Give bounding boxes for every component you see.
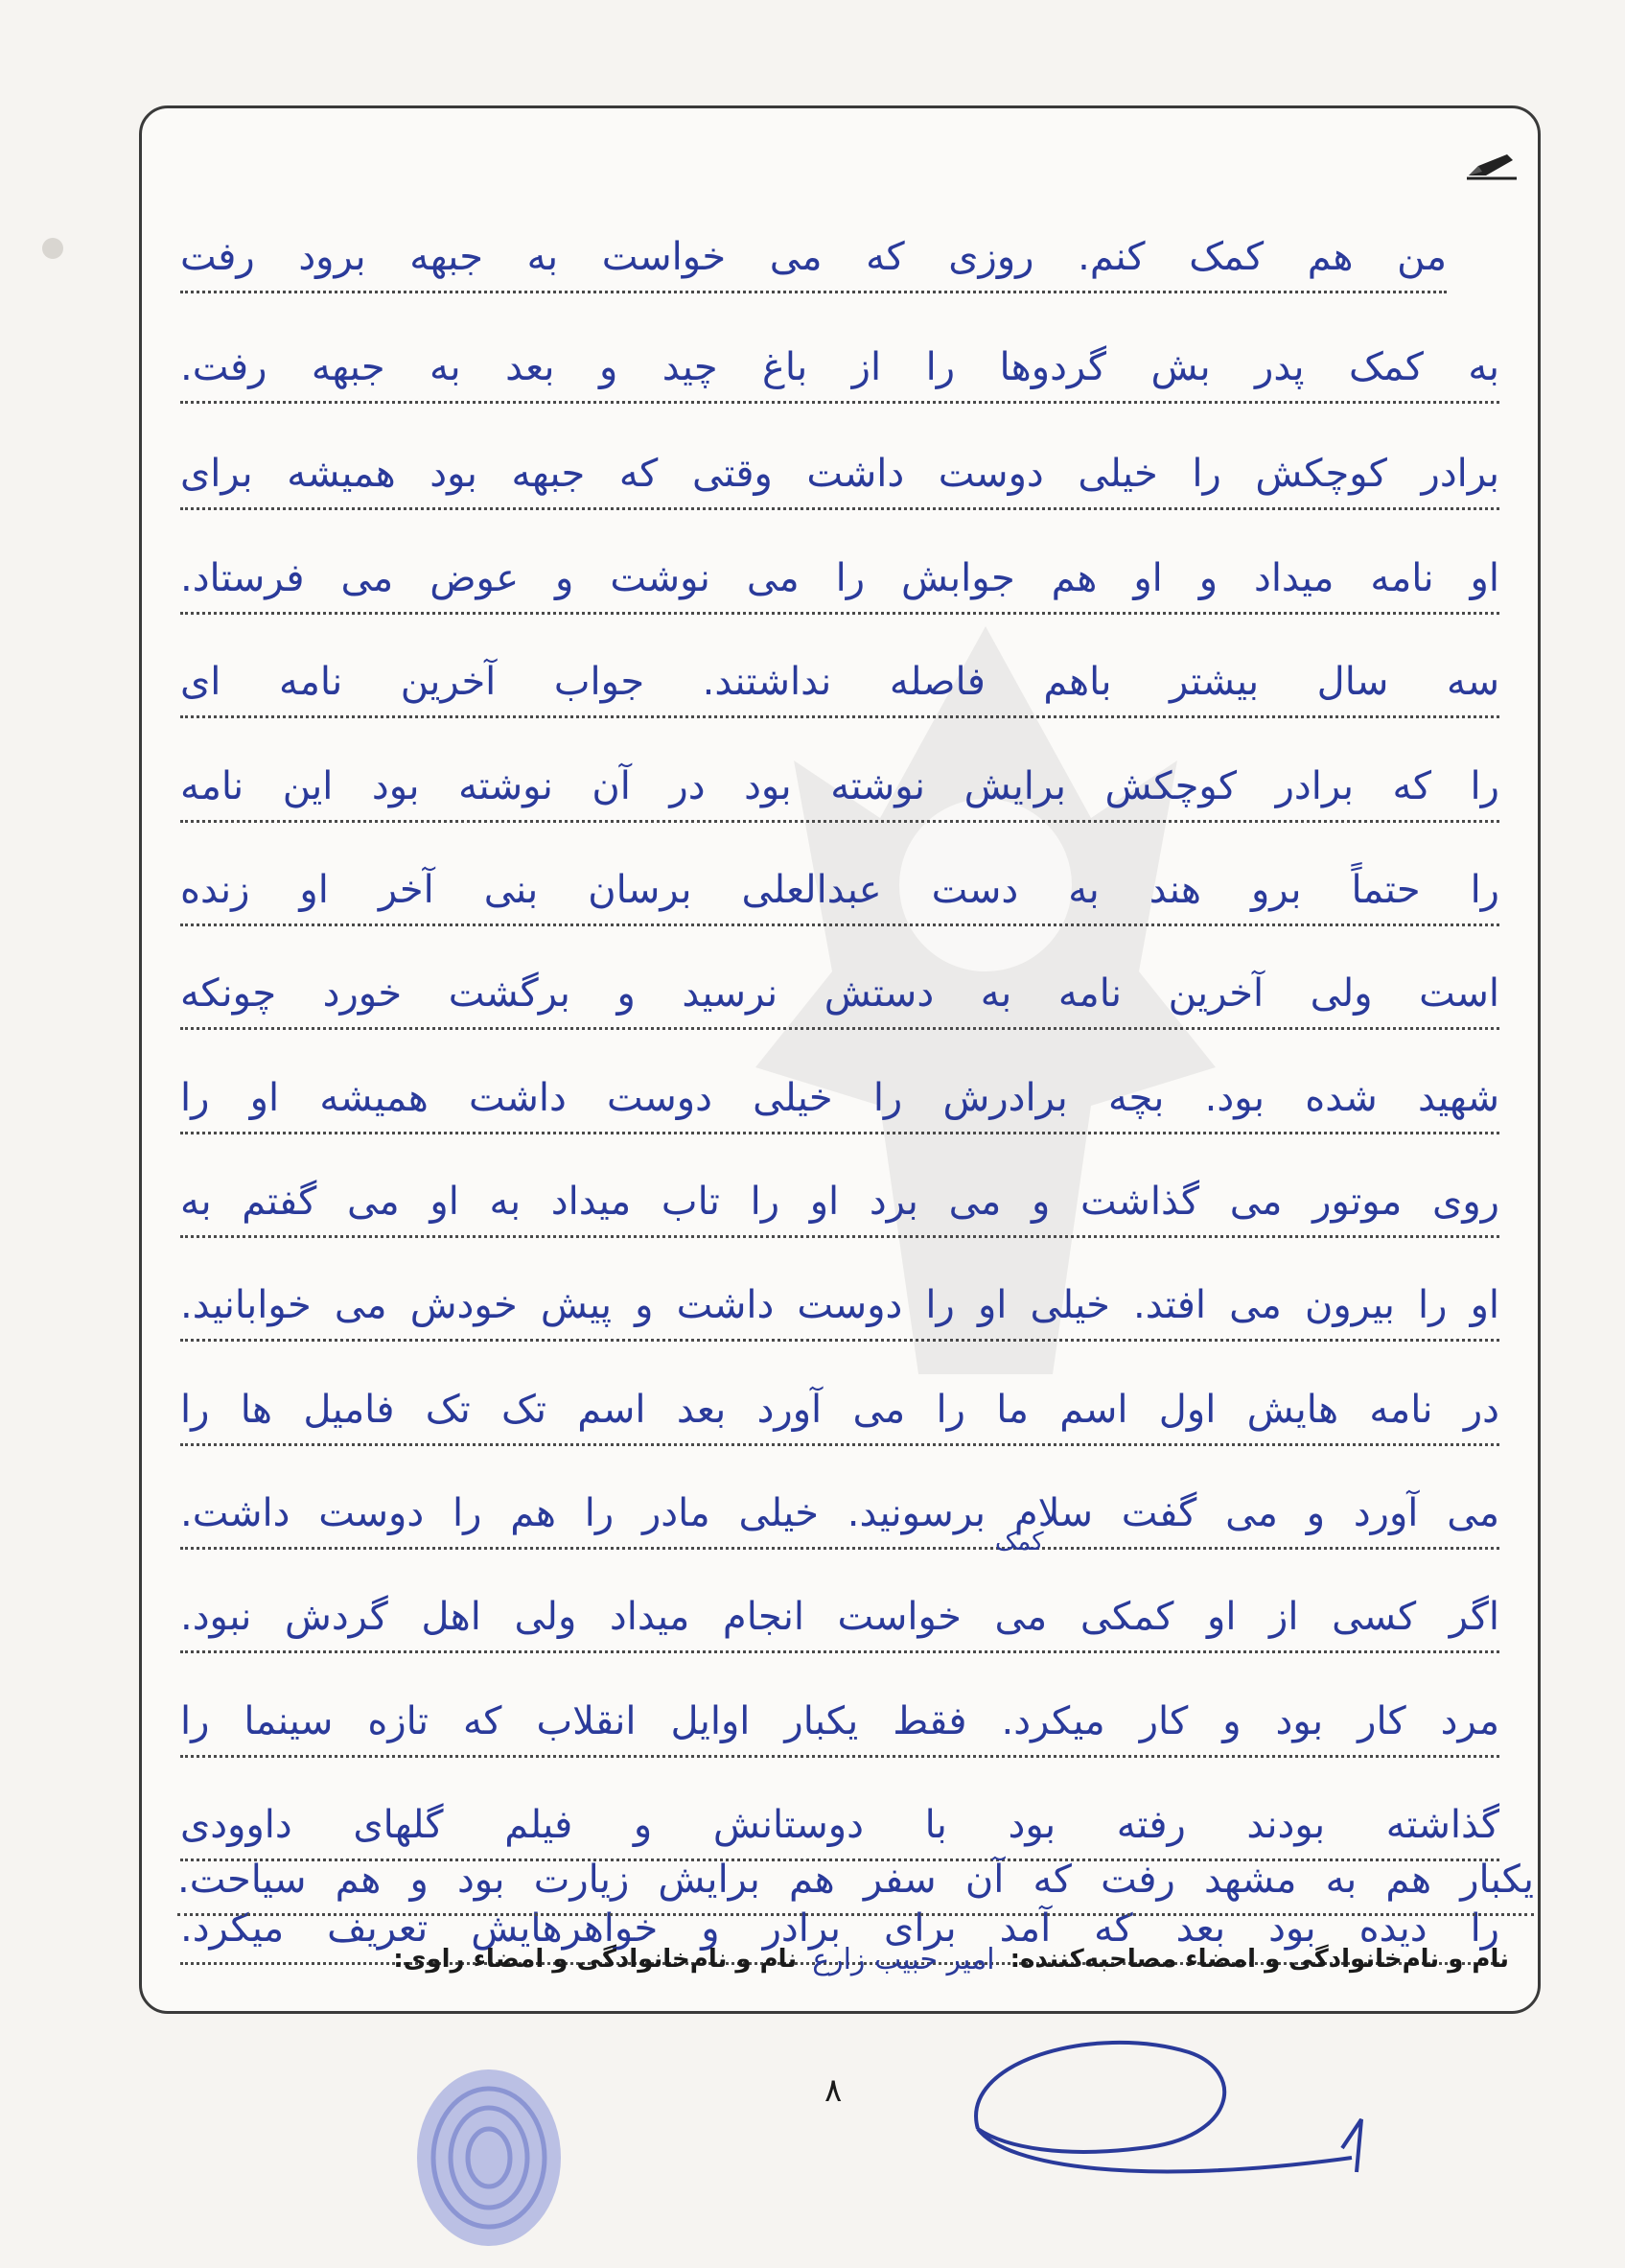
text-line: او نامه میداد و او هم جوابش را می نوشت و عوض می فرستاد.: [180, 545, 1499, 615]
text-line: در نامه هایش اول اسم ما را می آورد بعد اسم تک تک فامیل ها را: [180, 1376, 1499, 1446]
text-line: را که برادر کوچکش برایش نوشته بود در آن نوشته بود این نامه: [180, 753, 1499, 823]
text-line: او را بیرون می افتد. خیلی او را دوست داشت و پیش خودش می خوابانید.: [180, 1272, 1499, 1342]
text-line: شهید شده بود. بچه برادرش را خیلی دوست داشت همیشه او را: [180, 1064, 1499, 1134]
text-line: گذاشته بودند رفته بود با دوستانش و فیلم گلهای داوودی: [180, 1791, 1499, 1861]
signature-mark-icon: [949, 2004, 1371, 2196]
text-line: برادر کوچکش را خیلی دوست داشت وقتی که جبهه بود همیشه برای: [180, 440, 1499, 510]
fingerprint-icon: [407, 2062, 570, 2254]
handwritten-text-lines: [142, 108, 1538, 1951]
page-frame: [139, 105, 1541, 2014]
text-line: می آورد و می گفت سلام برسونید. خیلی مادر را هم را دوست داشت.: [180, 1480, 1499, 1550]
inserted-word: کمک: [995, 1528, 1044, 1556]
text-line: روی موتور می گذاشت و می برد او را تاب میداد به او می گفتم به: [180, 1168, 1499, 1238]
text-line: یکبار هم به مشهد رفت که آن سفر هم برایش زیارت بود و هم سیاحت.: [177, 1846, 1534, 1916]
binder-hole: [42, 238, 63, 259]
signature-footer: [161, 1935, 1509, 1983]
interviewer-label: نام و نام‌خانوادگی و امضاء مصاحبه‌کننده:: [1010, 1945, 1509, 1974]
interviewer-signature: امیر حبیب زارع: [812, 1942, 995, 1976]
text-line: اگر کسی از او کمکی می خواست انجام میداد ولی اهل گردش نبود.: [180, 1583, 1499, 1653]
text-line: به کمک پدر بش گردوها را از باغ چید و بعد به جبهه رفت.: [180, 334, 1499, 404]
text-line: مرد کار بود و کار میکرد. فقط یکبار اوایل انقلاب که تازه سینما را: [180, 1688, 1499, 1758]
text-line: سه سال بیشتر باهم فاصله نداشتند. جواب آخرین نامه ای: [180, 648, 1499, 718]
narrator-label: نام و نام‌خانوادگی و امضاء راوی:: [393, 1945, 798, 1974]
text-line: است ولی آخرین نامه به دستش نرسید و برگشت خورد چونکه: [180, 960, 1499, 1030]
text-line: را حتماً برو هند به دست عبدالعلی برسان بنی آخر او زنده: [180, 856, 1499, 926]
text-line: را دیده بود بعد که آمد برای برادر و خواهرهایش تعریف میکرد.: [180, 1895, 1499, 1965]
text-line: من هم کمک کنم. روزی که می خواست به جبهه برود رفت: [180, 223, 1447, 293]
page-number: ۸: [824, 2071, 843, 2110]
